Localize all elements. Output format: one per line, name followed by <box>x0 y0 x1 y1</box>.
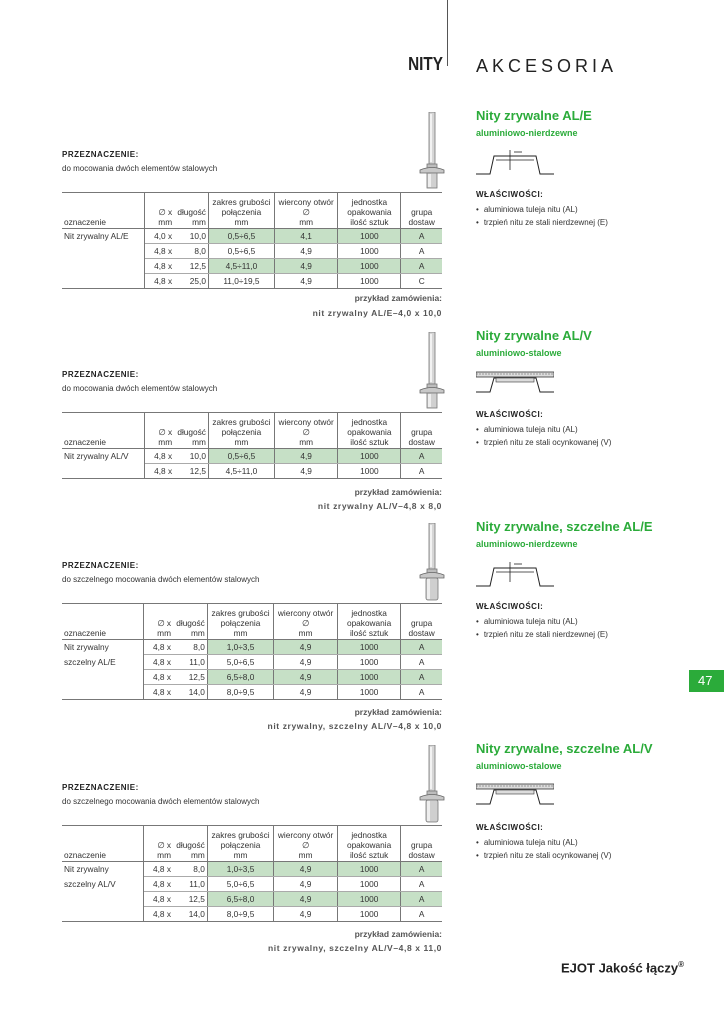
col-diameter: ∅ x mm <box>145 193 175 229</box>
col-length: długość mm <box>174 413 208 449</box>
cell-name: Nit zrywalny AL/E <box>62 229 145 244</box>
purpose-text: do szczelnego mocowania dwóch elementów stalowych <box>62 797 260 806</box>
cell-group: A <box>401 670 442 685</box>
col-hole: wiercony otwór ∅ mm <box>274 826 338 862</box>
cell-hole: 4,9 <box>274 464 337 479</box>
header-category: NITY <box>408 54 443 74</box>
table-row <box>62 892 442 907</box>
cell-name <box>62 907 143 922</box>
properties-heading: WŁAŚCIWOŚCI: <box>476 602 544 611</box>
purpose-text: do mocowania dwóch elementów stalowych <box>62 384 218 393</box>
purpose-heading: PRZEZNACZENIE: <box>62 150 139 159</box>
col-hole: wiercony otwór ∅ mm <box>274 193 337 229</box>
col-group: grupa dostaw <box>401 826 442 862</box>
cell-name <box>62 685 143 700</box>
cell-group: C <box>401 274 442 289</box>
cell-hole: 4,9 <box>274 655 338 670</box>
order-example-label: przykład zamówienia: <box>354 929 442 939</box>
table-row <box>62 464 442 479</box>
purpose-text: do szczelnego mocowania dwóch elementów stalowych <box>62 575 260 584</box>
cell-hole: 4,9 <box>274 449 337 464</box>
table-header-row <box>62 826 442 862</box>
cell-name <box>62 274 145 289</box>
cell-range: 1,0÷3,5 <box>207 640 273 655</box>
col-name: oznaczenie <box>62 826 143 862</box>
table-row <box>62 877 442 892</box>
table-row <box>62 229 442 244</box>
cell-group: A <box>401 892 442 907</box>
cell-range: 5,0÷6,5 <box>207 877 273 892</box>
col-length: długość mm <box>174 193 208 229</box>
cell-range: 11,0÷19,5 <box>208 274 274 289</box>
cell-length: 10,0 <box>174 449 208 464</box>
order-example-code: nit zrywalny, szczelny AL/V–4,8 x 11,0 <box>268 943 442 953</box>
table-row <box>62 685 442 700</box>
col-name: oznaczenie <box>62 604 143 640</box>
product-title: Nity zrywalne AL/V <box>476 328 592 343</box>
col-name: oznaczenie <box>62 193 145 229</box>
table-row <box>62 449 442 464</box>
cell-pack: 1000 <box>337 907 400 922</box>
sealed-rivet-icon <box>418 523 446 610</box>
cell-range: 5,0÷6,5 <box>207 655 273 670</box>
col-length: długość mm <box>173 604 207 640</box>
property-item: • aluminiowa tuleja nitu (AL) <box>476 423 611 436</box>
cell-hole: 4,9 <box>274 862 338 877</box>
cell-name <box>62 464 145 479</box>
page-number: 47 <box>689 670 724 692</box>
cell-length: 8,0 <box>173 640 207 655</box>
cell-hole: 4,9 <box>274 670 338 685</box>
property-item: • aluminiowa tuleja nitu (AL) <box>476 836 611 849</box>
cell-pack: 1000 <box>337 685 400 700</box>
cell-diameter: 4,8 x <box>143 685 173 700</box>
purpose-heading: PRZEZNACZENIE: <box>62 783 139 792</box>
table-row <box>62 259 442 274</box>
registered-mark: ® <box>678 960 684 969</box>
cell-diameter: 4,8 x <box>143 907 173 922</box>
property-item: • aluminiowa tuleja nitu (AL) <box>476 203 608 216</box>
cell-diameter: 4,8 x <box>143 655 173 670</box>
cell-name <box>62 244 145 259</box>
table-header-row <box>62 604 442 640</box>
cell-length: 8,0 <box>174 244 208 259</box>
properties-heading: WŁAŚCIWOŚCI: <box>476 410 544 419</box>
joint-diagram-steel-icon <box>476 368 554 403</box>
col-diameter: ∅ x mm <box>143 604 173 640</box>
cell-range: 0,5÷6,5 <box>208 244 274 259</box>
cell-length: 11,0 <box>173 655 207 670</box>
col-hole: wiercony otwór ∅ mm <box>274 413 337 449</box>
cell-hole: 4,9 <box>274 907 338 922</box>
cell-range: 8,0÷9,5 <box>207 907 273 922</box>
col-diameter: ∅ x mm <box>145 413 175 449</box>
purpose-heading: PRZEZNACZENIE: <box>62 370 139 379</box>
spec-table <box>62 192 442 289</box>
sealed-rivet-icon <box>418 745 446 832</box>
cell-group: A <box>401 259 442 274</box>
col-group: grupa dostaw <box>401 604 442 640</box>
cell-group: A <box>401 229 442 244</box>
table-row <box>62 244 442 259</box>
spec-table <box>62 412 442 479</box>
col-name: oznaczenie <box>62 413 145 449</box>
cell-diameter: 4,8 x <box>143 670 173 685</box>
cell-diameter: 4,8 x <box>143 862 173 877</box>
cell-length: 14,0 <box>173 907 207 922</box>
cell-name: Nit zrywalny <box>62 640 143 655</box>
cell-pack: 1000 <box>338 259 401 274</box>
product-title: Nity zrywalne AL/E <box>476 108 592 123</box>
cell-diameter: 4,8 x <box>145 274 175 289</box>
cell-hole: 4,9 <box>274 259 337 274</box>
properties-list <box>476 836 611 862</box>
cell-diameter: 4,8 x <box>143 877 173 892</box>
joint-diagram-icon <box>476 560 554 595</box>
properties-heading: WŁAŚCIWOŚCI: <box>476 190 544 199</box>
cell-range: 4,5÷11,0 <box>208 259 274 274</box>
cell-length: 12,5 <box>173 670 207 685</box>
cell-hole: 4,1 <box>274 229 337 244</box>
cell-hole: 4,9 <box>274 640 338 655</box>
product-title: Nity zrywalne, szczelne AL/V <box>476 741 653 756</box>
product-subtitle: aluminiowo-nierdzewne <box>476 539 578 549</box>
spec-table <box>62 825 442 922</box>
cell-pack: 1000 <box>338 449 401 464</box>
joint-diagram-steel-icon <box>476 780 554 815</box>
cell-range: 8,0÷9,5 <box>207 685 273 700</box>
cell-length: 11,0 <box>173 877 207 892</box>
order-example-label: przykład zamówienia: <box>354 293 442 303</box>
cell-diameter: 4,0 x <box>145 229 175 244</box>
properties-list <box>476 203 608 229</box>
product-subtitle: aluminiowo-stalowe <box>476 761 562 771</box>
cell-name: szczelny AL/E <box>62 655 143 670</box>
cell-name: Nit zrywalny AL/V <box>62 449 145 464</box>
col-diameter: ∅ x mm <box>143 826 173 862</box>
header-section: AKCESORIA <box>476 56 618 76</box>
order-example-label: przykład zamówienia: <box>354 487 442 497</box>
cell-range: 0,5÷6,5 <box>208 229 274 244</box>
joint-diagram-icon <box>476 148 554 183</box>
cell-hole: 4,9 <box>274 877 338 892</box>
cell-hole: 4,9 <box>274 892 338 907</box>
col-range: zakres grubości połączenia mm <box>207 826 273 862</box>
properties-list <box>476 423 611 449</box>
cell-hole: 4,9 <box>274 274 337 289</box>
properties-list <box>476 615 608 641</box>
cell-pack: 1000 <box>337 877 400 892</box>
table-row <box>62 670 442 685</box>
cell-diameter: 4,8 x <box>143 892 173 907</box>
cell-diameter: 4,8 x <box>143 640 173 655</box>
cell-length: 12,5 <box>173 892 207 907</box>
col-range: zakres grubości połączenia mm <box>208 413 274 449</box>
cell-group: A <box>401 640 442 655</box>
cell-name <box>62 670 143 685</box>
col-range: zakres grubości połączenia mm <box>208 193 274 229</box>
cell-length: 12,5 <box>174 259 208 274</box>
cell-name <box>62 259 145 274</box>
cell-group: A <box>401 449 442 464</box>
cell-pack: 1000 <box>337 862 400 877</box>
product-subtitle: aluminiowo-stalowe <box>476 348 562 358</box>
cell-group: A <box>401 244 442 259</box>
col-hole: wiercony otwór ∅ mm <box>274 604 338 640</box>
col-group: grupa dostaw <box>401 413 442 449</box>
cell-pack: 1000 <box>338 464 401 479</box>
footer-brand <box>561 960 684 975</box>
cell-hole: 4,9 <box>274 685 338 700</box>
order-example-code: nit zrywalny, szczelny AL/V–4,8 x 10,0 <box>267 721 442 731</box>
order-example-label: przykład zamówienia: <box>354 707 442 717</box>
col-pack: jednostka opakowania ilość sztuk <box>337 604 400 640</box>
cell-pack: 1000 <box>337 640 400 655</box>
cell-name <box>62 892 143 907</box>
cell-range: 1,0÷3,5 <box>207 862 273 877</box>
product-title: Nity zrywalne, szczelne AL/E <box>476 519 653 534</box>
cell-name: szczelny AL/V <box>62 877 143 892</box>
cell-pack: 1000 <box>338 274 401 289</box>
cell-hole: 4,9 <box>274 244 337 259</box>
cell-range: 6,5÷8,0 <box>207 670 273 685</box>
cell-pack: 1000 <box>337 892 400 907</box>
cell-group: A <box>401 907 442 922</box>
cell-diameter: 4,8 x <box>145 449 175 464</box>
cell-length: 25,0 <box>174 274 208 289</box>
property-item: • aluminiowa tuleja nitu (AL) <box>476 615 608 628</box>
cell-group: A <box>401 685 442 700</box>
order-example-code: nit zrywalny AL/V–4,8 x 8,0 <box>317 501 442 511</box>
cell-length: 10,0 <box>174 229 208 244</box>
col-length: długość mm <box>173 826 207 862</box>
purpose-heading: PRZEZNACZENIE: <box>62 561 139 570</box>
footer-text: EJOT Jakość łączy <box>561 960 679 976</box>
col-pack: jednostka opakowania ilość sztuk <box>337 826 400 862</box>
cell-diameter: 4,8 x <box>145 259 175 274</box>
col-pack: jednostka opakowania ilość sztuk <box>338 193 401 229</box>
cell-length: 8,0 <box>173 862 207 877</box>
property-item: • trzpień nitu ze stali ocynkowanej (V) <box>476 849 611 862</box>
col-range: zakres grubości połączenia mm <box>207 604 273 640</box>
cell-pack: 1000 <box>337 655 400 670</box>
cell-group: A <box>401 862 442 877</box>
spec-table <box>62 603 442 700</box>
cell-pack: 1000 <box>338 244 401 259</box>
cell-group: A <box>401 464 442 479</box>
table-header-row <box>62 193 442 229</box>
col-group: grupa dostaw <box>401 193 442 229</box>
table-row <box>62 655 442 670</box>
purpose-text: do mocowania dwóch elementów stalowych <box>62 164 218 173</box>
cell-name: Nit zrywalny <box>62 862 143 877</box>
property-item: • trzpień nitu ze stali nierdzewnej (E) <box>476 216 608 229</box>
cell-diameter: 4,8 x <box>145 244 175 259</box>
cell-length: 12,5 <box>174 464 208 479</box>
cell-range: 4,5÷11,0 <box>208 464 274 479</box>
product-subtitle: aluminiowo-nierdzewne <box>476 128 578 138</box>
property-item: • trzpień nitu ze stali ocynkowanej (V) <box>476 436 611 449</box>
cell-range: 6,5÷8,0 <box>207 892 273 907</box>
table-header-row <box>62 413 442 449</box>
rivet-icon <box>418 332 446 417</box>
rivet-icon <box>418 112 446 197</box>
cell-diameter: 4,8 x <box>145 464 175 479</box>
cell-group: A <box>401 877 442 892</box>
header-divider <box>447 0 448 66</box>
cell-length: 14,0 <box>173 685 207 700</box>
cell-pack: 1000 <box>338 229 401 244</box>
cell-range: 0,5÷6,5 <box>208 449 274 464</box>
table-row <box>62 274 442 289</box>
table-row <box>62 862 442 877</box>
col-pack: jednostka opakowania ilość sztuk <box>338 413 401 449</box>
order-example-code: nit zrywalny AL/E–4,0 x 10,0 <box>312 308 442 318</box>
table-row <box>62 907 442 922</box>
property-item: • trzpień nitu ze stali nierdzewnej (E) <box>476 628 608 641</box>
properties-heading: WŁAŚCIWOŚCI: <box>476 823 544 832</box>
cell-pack: 1000 <box>337 670 400 685</box>
cell-group: A <box>401 655 442 670</box>
table-row <box>62 640 442 655</box>
